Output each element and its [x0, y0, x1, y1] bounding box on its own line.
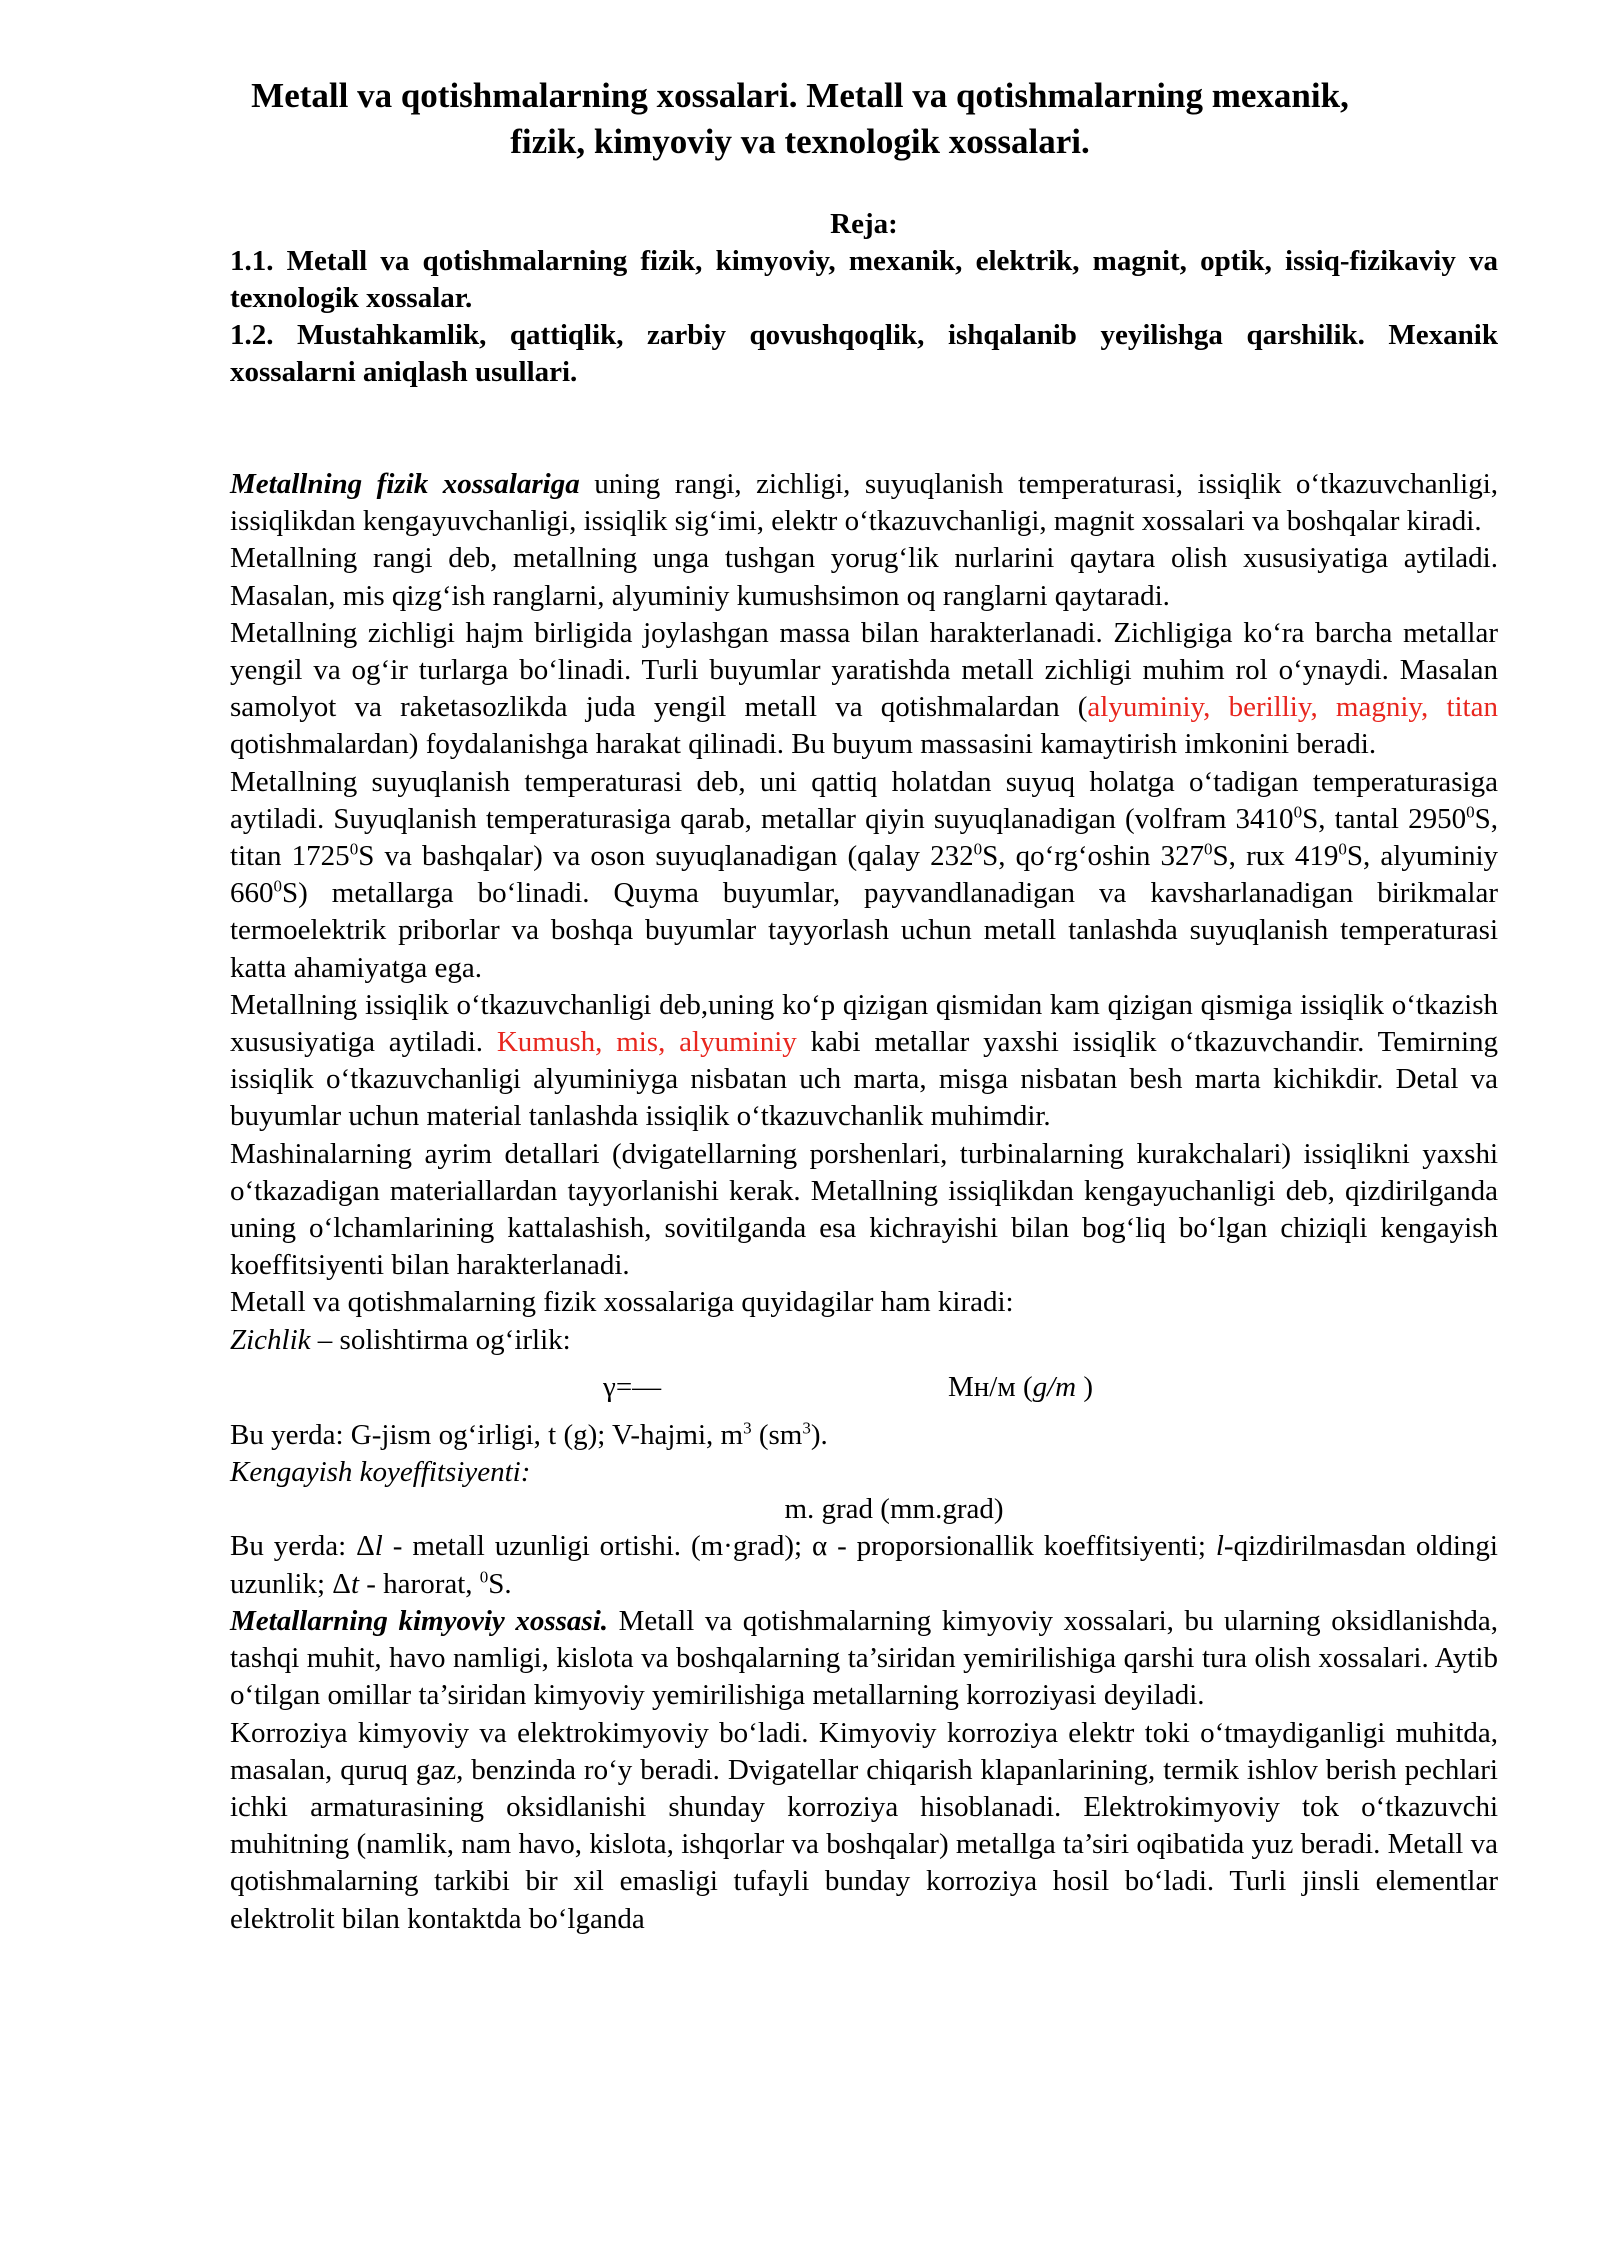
paragraph-text: -qizdirilmasdan oldingi uzunlik; Δ	[230, 1530, 1498, 1600]
degree-mark: 0	[1204, 839, 1213, 859]
highlighted-metals: Kumush, mis, alyuminiy	[496, 1026, 797, 1059]
term: Zichlik	[230, 1323, 311, 1356]
degree-mark: 0	[1293, 802, 1303, 822]
paragraph-text: Metallning zichligi hajm birligida joylashgan massa bilan harakterlanadi. Zichligiga ko‘ra barcha metallar yengil va og‘ir turlarga bo‘linadi. Turli buyumlar yaratishda metall zichligi muhim rol o‘ynaydi. Masalan samolyot va raketasozlikda juda yengil metall va qotishmalardan (	[230, 616, 1498, 724]
superscript: 3	[743, 1418, 752, 1438]
paragraph-text: S) metallarga bo‘linadi. Quyma buyumlar, payvandlanadigan va kavsharlanadigan birikmalar termoelektrik priborlar va boshqa buyumlar tayyorlash uchun metall tanlashda suyuqlanish temperaturasi katta ahamiyatga ega.	[230, 877, 1498, 984]
paragraph-melting-temperature	[230, 764, 1498, 987]
paragraph-text: qotishmalardan) foydalanishga harakat qilinadi. Bu buyum massasini kamaytirish imkonini beradi.	[230, 728, 1377, 761]
paragraph-thermal-expansion: Mashinalarning ayrim detallari (dvigatellarning porshenlari, turbinalarning kurakchalari) issiqlikni yaxshi o‘tkazadigan materiallardan tayyorlanishi kerak. Metallning issiqlikdan kengayuchanligi deb, qizdirilganda uning o‘lchamlarining kattalashish, sovitilganda esa kichrayishi bilan bog‘liq bo‘lgan chiziqli kengayish koeffitsiyenti bilan harakterlanadi.	[230, 1137, 1498, 1282]
paragraph-text: Bu yerda: G-jism og‘irligi, t (g); V-hajmi, m	[230, 1418, 744, 1451]
paragraph-expansion-legend	[230, 1528, 1498, 1602]
paragraph-thermal-conductivity	[230, 987, 1498, 1136]
paragraph-text: S, rux 419	[1212, 840, 1339, 873]
paragraph-text: S, tantal 2950	[1302, 802, 1467, 835]
expansion-units: m. grad (mm.grad)	[784, 1493, 1004, 1526]
paragraph-corrosion: Korroziya kimyoviy va elektrokimyoviy bo‘ladi. Kimyoviy korroziya elektr toki o‘tmaydiganligi muhitda, masalan, quruq gaz, benzinda ro‘y beradi. Dvigatellar chiqarish klapanlarining, termik ishlov berish pechlari ichki armaturasining oksidlanishi shunday korroziya hisoblanadi. Elektrokimyoviy tok o‘tkazuvchi muhitning (namlik, nam havo, kislota, ishqorlar va boshqalar) metallga ta’siri oqibatida yuz beradi. Metall va qotishmalarning tarkibi bir xil emasligi tufayli bunday korroziya hosil bo‘ladi. Turli jinsli elementlar elektrolit bilan kontaktda bo‘lganda	[230, 1716, 1498, 1935]
formula-text: g/m	[1032, 1370, 1077, 1403]
document-title	[200, 73, 1400, 165]
paragraph-text: - metall uzunligi ortishi. (m·grad); α - proporsionallik koeffitsiyenti;	[382, 1530, 1216, 1563]
degree-mark: 0	[1338, 839, 1347, 859]
density-formula	[230, 1359, 1498, 1417]
paragraph-formula-legend	[230, 1417, 1498, 1454]
paragraph-text: S, qo‘rg‘oshin 327	[982, 840, 1205, 873]
symbol: t	[350, 1567, 360, 1600]
paragraph-text: Metallning suyuqlanish temperaturasi deb, uni qattiq holatdan suyuq holatga o‘tadigan temperaturasiga aytiladi. Suyuqlanish temperaturasiga qarab, metallar qiyin suyuqlanadigan (volfram 3410	[230, 765, 1498, 835]
paragraph-intro-list: Metall va qotishmalarning fizik xossalariga quyidagilar ham kiradi:	[230, 1286, 1014, 1319]
formula-text: )	[1076, 1370, 1094, 1403]
degree-mark: 0	[479, 1567, 489, 1587]
formula-units	[948, 1369, 1093, 1406]
degree-mark: 0	[1466, 802, 1475, 822]
paragraph-color: Metallning rangi deb, metallning unga tushgan yorug‘lik nurlarini qaytara olish xususiyatiga aytiladi. Masalan, mis qizg‘ish ranglarni, alyuminiy kumushsimon oq ranglarni qaytaradi.	[230, 542, 1498, 612]
document-body	[230, 466, 1498, 1938]
degree-mark: 0	[973, 839, 983, 859]
formula-text: Мн/м (	[948, 1370, 1033, 1403]
symbol: l	[374, 1530, 383, 1563]
paragraph-physical-properties	[230, 466, 1498, 540]
paragraph-density-definition	[230, 1322, 1498, 1359]
paragraph-text: uning rangi, zichligi, suyuqlanish temperaturasi, issiqlik o‘tkazuvchanligi, issiqlikdan kengayuvchanligi, issiqlik sig‘imi, elektr o‘tkazuvchanligi, magnit xossalari va boshqalar kiradi.	[230, 468, 1498, 538]
plan-item-1: 1.1. Metall va qotishmalarning fizik, kimyoviy, mexanik, elektrik, magnit, optik, issiq-fizikaviy va texnologik xossalar.	[230, 245, 1498, 314]
paragraph-text: Bu yerda: Δ	[230, 1530, 375, 1563]
paragraph-text: – solishtirma og‘irlik:	[310, 1323, 571, 1356]
plan-heading: Reja:	[830, 208, 898, 240]
plan-section	[230, 206, 1498, 391]
paragraph-lead: Metallning fizik xossalariga	[230, 468, 580, 500]
symbol: l	[1215, 1530, 1224, 1563]
title-line-2: fizik, kimyoviy va texnologik xossalari.	[510, 122, 1090, 161]
paragraph-text: kabi metallar yaxshi issiqlik o‘tkazuvchandir. Temirning issiqlik o‘tkazuvchanligi alyuminiyga nisbatan uch marta, misga nisbatan besh marta kichikdir. Detal va buyumlar uchun material tanlashda issiqlik o‘tkazuvchanlik muhimdir.	[230, 1026, 1499, 1133]
degree-mark: 0	[349, 839, 359, 859]
plan-item-2: 1.2. Mustahkamlik, qattiqlik, zarbiy qovushqoqlik, ishqalanib yeyilishga qarshilik. Mexanik xossalarni aniqlash usullari.	[230, 319, 1498, 388]
paragraph-expansion-coefficient: Kengayish koyeffitsiyenti:	[230, 1456, 531, 1489]
paragraph-text: Metallning issiqlik o‘tkazuvchanligi deb,uning ko‘p qizigan qismidan kam qizigan qismiga issiqlik o‘tkazish xususiyatiga aytiladi.	[230, 988, 1498, 1059]
paragraph-lead: Metallarning kimyoviy xossasi.	[230, 1604, 609, 1637]
highlighted-metals: alyuminiy, berilliy, magniy, titan	[1087, 691, 1498, 724]
paragraph-text: ).	[810, 1418, 828, 1451]
paragraph-text: S.	[488, 1567, 512, 1600]
paragraph-chemical-properties	[230, 1603, 1498, 1715]
superscript: 3	[802, 1418, 811, 1438]
paragraph-density	[230, 615, 1498, 764]
paragraph-text: Metall va qotishmalarning kimyoviy xossalari, bu ularning oksidlanishda, tashqi muhit, havo namligi, kislota va boshqalarning ta’siridan yemirilishiga qarshi tura olish xossalari. Aytib o‘tilgan omillar ta’siridan kimyoviy yemirilishiga metallarning korroziyasi deyiladi.	[230, 1604, 1498, 1712]
paragraph-text: (sm	[751, 1418, 803, 1451]
paragraph-text: - harorat,	[359, 1567, 480, 1600]
degree-mark: 0	[273, 876, 282, 896]
paragraph-text: S, titan 1725	[230, 802, 1498, 873]
title-line-1: Metall va qotishmalarning xossalari. Metall va qotishmalarning mexanik,	[251, 76, 1349, 115]
paragraph-text: S va bashqalar) va oson suyuqlanadigan (qalay 232	[358, 840, 974, 873]
paragraph-text: S, alyuminiy 660	[230, 840, 1498, 910]
formula-expression: γ=—	[603, 1370, 662, 1403]
